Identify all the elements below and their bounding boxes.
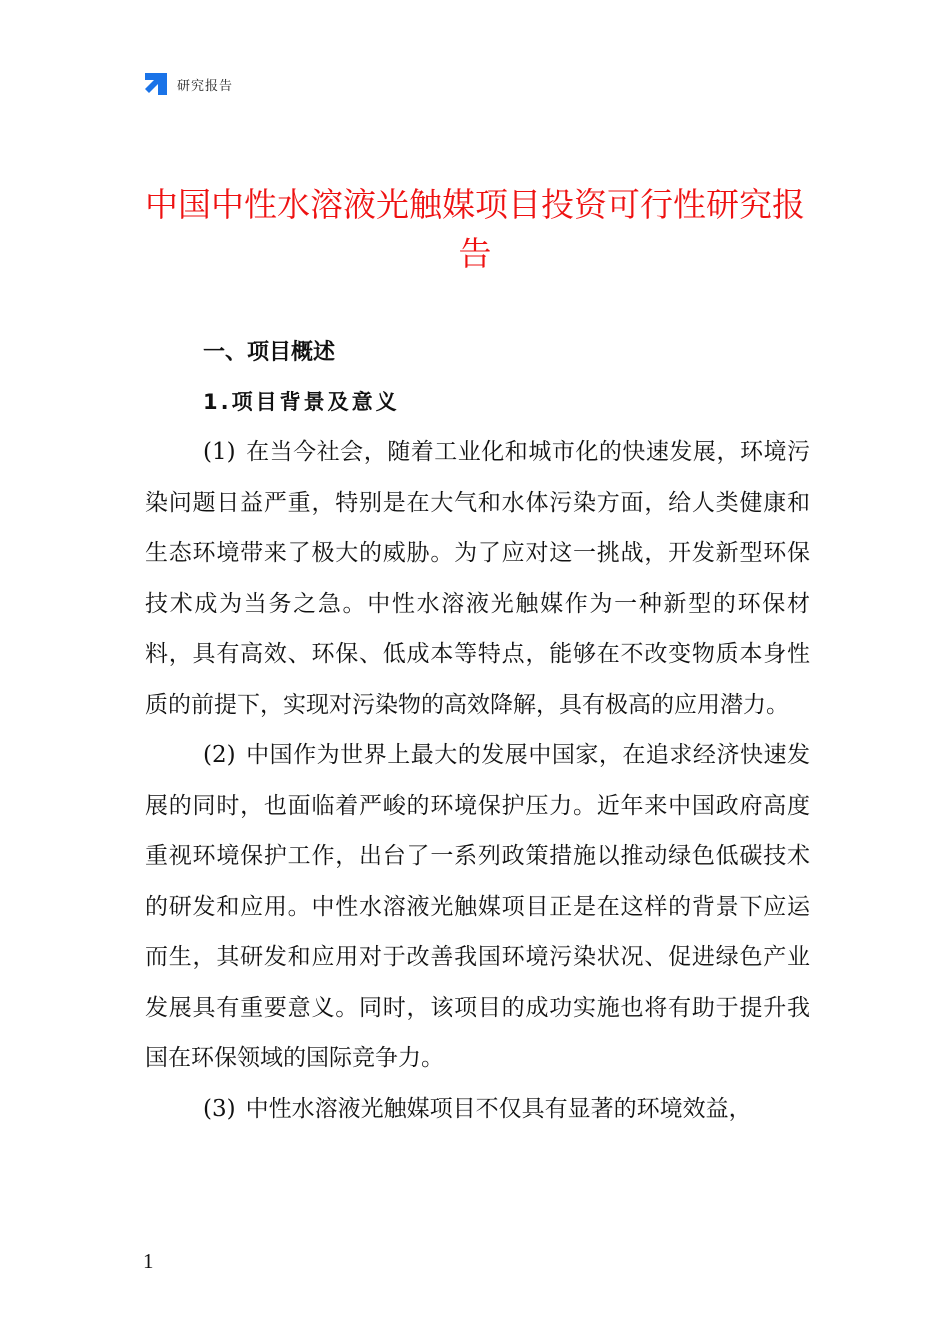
paragraph-number: (1) [203, 439, 236, 465]
page-number: 1 [143, 1249, 154, 1273]
paragraph-text: 在当今社会，随着工业化和城市化的快速发展，环境污染问题日益严重，特别是在大气和水体污染方面，给人类健康和生态环境带来了极大的威胁。为了应对这一挑战，开发新型环保技术成为当务之急。中性水溶液光触媒作为一种新型的环保材料，具有高效、环保、低成本等特点，能够在不改变物质本身性质的前提下，实现对污染物的高效降解，具有极高的应用潜力。 [145, 439, 810, 718]
logo-arrow-icon [143, 71, 169, 97]
paragraph-number: (3) [203, 1095, 236, 1122]
page-header [143, 70, 233, 98]
body-text [145, 427, 810, 1134]
paragraph-3 [145, 1084, 810, 1135]
paragraph-1 [145, 427, 810, 730]
sub-heading: 1.项目背景及意义 [203, 390, 400, 414]
document-title: 中国中性水溶液光触媒项目投资可行性研究报告 [145, 185, 805, 273]
paragraph-text: 中国作为世界上最大的发展中国家，在追求经济快速发展的同时，也面临着严峻的环境保护压力。近年来中国政府高度重视环境保护工作，出台了一系列政策措施以推动绿色低碳技术的研发和应用。中性水溶液光触媒项目正是在这样的背景下应运而生，其研发和应用对于改善我国环境污染状况、促进绿色产业发展具有重要意义。同时，该项目的成功实施也将有助于提升我国在环保领域的国际竞争力。 [145, 742, 810, 1071]
section-heading: 一、项目概述 [203, 340, 336, 365]
header-label: 研究报告 [177, 78, 234, 94]
paragraph-text: 中性水溶液光触媒项目不仅具有显著的环境效益， [245, 1095, 752, 1122]
paragraph-2 [145, 730, 810, 1084]
paragraph-number: (2) [203, 742, 236, 768]
